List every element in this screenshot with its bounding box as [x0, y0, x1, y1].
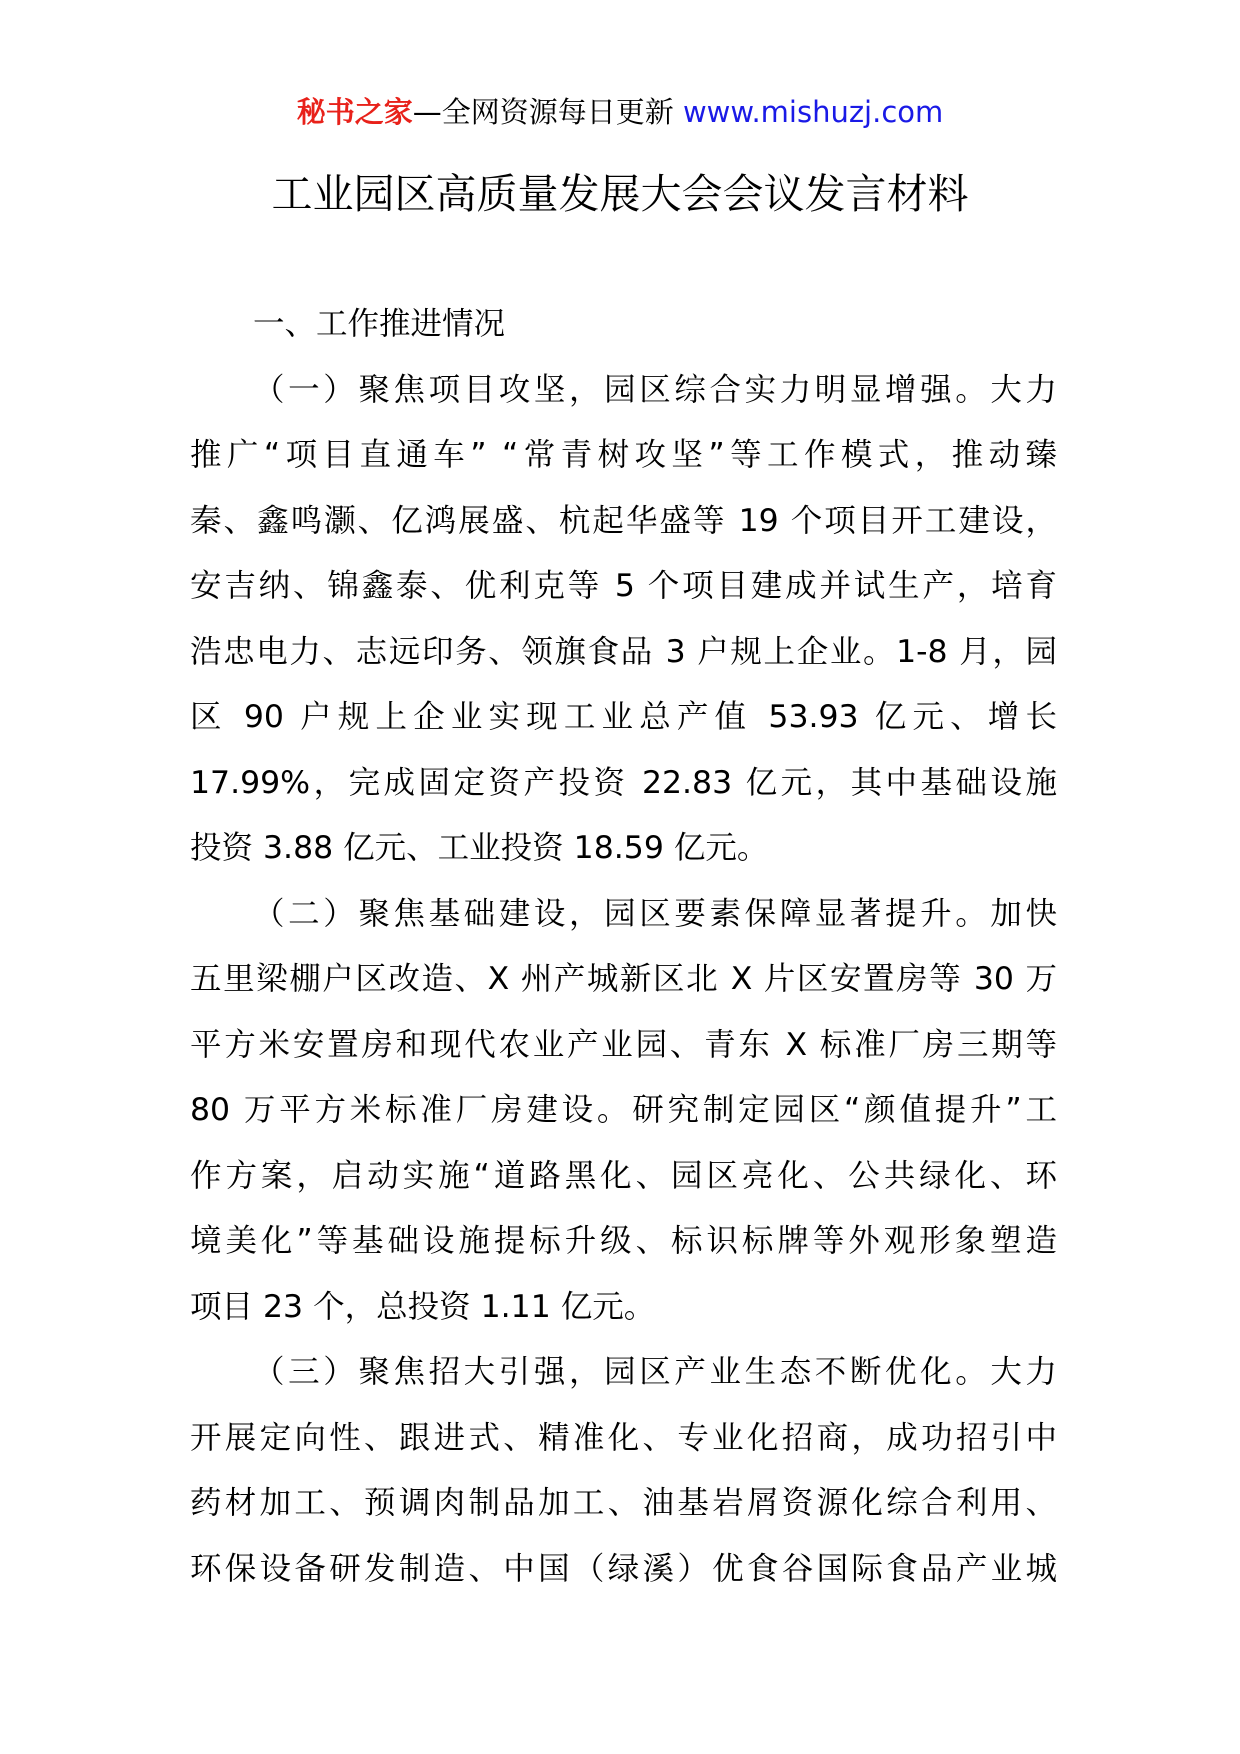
banner-tagline: —全网资源每日更新: [412, 95, 683, 129]
paragraph-line: 区 90 户规上企业实现工业总产值 53.93 亿元、增长: [190, 699, 1057, 735]
paragraph-line: （一）聚焦项目攻坚，园区综合实力明显增强。大力: [253, 371, 1057, 408]
paragraph-line: 五里梁棚户区改造、X 州产城新区北 X 片区安置房等 30 万: [190, 961, 1057, 997]
paragraph-line: 药材加工、预调肉制品加工、油基岩屑资源化综合利用、: [190, 1485, 1057, 1521]
paragraph-line: 境美化”等基础设施提标升级、标识标牌等外观形象塑造: [190, 1223, 1057, 1259]
paragraph-line: 作方案，启动实施“道路黑化、园区亮化、公共绿化、环: [190, 1157, 1057, 1194]
paragraph-line: 安吉纳、锦鑫泰、优利克等 5 个项目建成并试生产，培育: [190, 568, 1057, 604]
paragraph-line: 项目 23 个，总投资 1.11 亿元。: [190, 1288, 656, 1325]
paragraph-line: 环保设备研发制造、中国（绿溪）优食谷国际食品产业城: [190, 1550, 1057, 1587]
paragraph-line: 浩忠电力、志远印务、领旗食品 3 户规上企业。1-8 月，园: [190, 633, 1057, 670]
source-banner: [0, 92, 1240, 132]
paragraph-line: 平方米安置房和现代农业产业园、青东 X 标准厂房三期等: [190, 1026, 1057, 1063]
document-body: [190, 292, 1057, 1602]
section-heading: 一、工作推进情况: [253, 306, 506, 342]
paragraph-line: 80 万平方米标准厂房建设。研究制定园区“颜值提升”工: [190, 1092, 1057, 1128]
paragraph-line: 秦、鑫鸣灏、亿鸿展盛、杭起华盛等 19 个项目开工建设，: [190, 502, 1057, 539]
document-title: 工业园区高质量发展大会会议发言材料: [271, 170, 969, 218]
paragraph-line: 17.99%，完成固定资产投资 22.83 亿元，其中基础设施: [190, 764, 1057, 801]
paragraph-line: （二）聚焦基础建设，园区要素保障显著提升。加快: [253, 895, 1057, 932]
banner-site-link[interactable]: www.mishuzj.com: [682, 95, 944, 129]
paragraph-1: [190, 358, 1057, 882]
paragraph-line: 开展定向性、跟进式、精准化、专业化招商，成功招引中: [190, 1419, 1057, 1456]
paragraph-line: 投资 3.88 亿元、工业投资 18.59 亿元。: [190, 830, 769, 866]
paragraph-line: 推广“项目直通车” “常青树攻坚”等工作模式，推动臻: [190, 437, 1057, 473]
banner-brand: 秘书之家: [296, 95, 413, 129]
paragraph-3: [190, 1340, 1057, 1602]
paragraph-line: （三）聚焦招大引强，园区产业生态不断优化。大力: [253, 1354, 1057, 1390]
paragraph-2: [190, 882, 1057, 1341]
